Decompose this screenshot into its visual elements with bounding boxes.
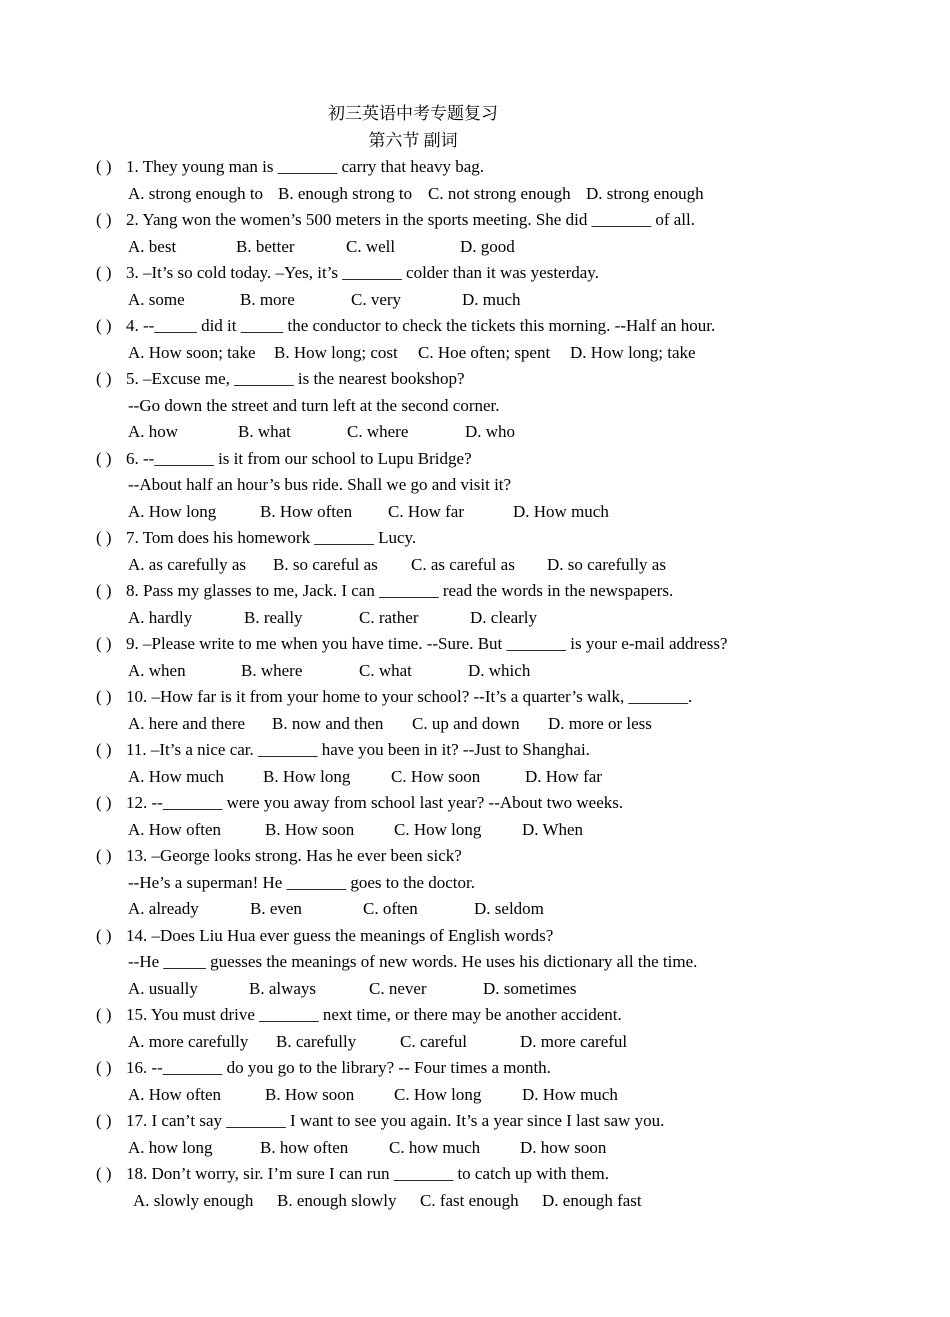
document-title: 初三英语中考专题复习 xyxy=(328,104,498,123)
option-c: C. as careful as xyxy=(411,554,515,574)
answer-bracket: ( ) xyxy=(96,448,112,468)
question-stem xyxy=(96,1055,916,1082)
answer-bracket: ( ) xyxy=(96,793,112,812)
options-row xyxy=(96,419,916,446)
option-d: D. so carefully as xyxy=(547,554,666,574)
option-c: C. How long xyxy=(394,819,482,839)
options-row xyxy=(96,976,916,1003)
options-row xyxy=(96,711,916,738)
question-text: 1. They young man is _______ carry that heavy bag. xyxy=(126,157,485,176)
option-d: D. strong enough xyxy=(586,183,704,203)
option-d: D. How much xyxy=(513,501,609,521)
question-text: 4. --_____ did it _____ the conductor to check the tickets this morning. --Half an hour. xyxy=(126,316,716,335)
option-b: B. How often xyxy=(260,501,353,521)
options-row xyxy=(96,181,916,208)
option-b: B. really xyxy=(244,607,303,627)
option-a: A. How much xyxy=(128,766,224,786)
answer-bracket: ( ) xyxy=(96,1164,112,1183)
option-b: B. how often xyxy=(260,1137,349,1157)
options-row xyxy=(96,658,916,685)
options-row xyxy=(96,552,916,579)
option-d: D. When xyxy=(522,819,584,839)
question-text: 13. –George looks strong. Has he ever been sick? xyxy=(126,846,462,865)
options-row xyxy=(96,499,916,526)
answer-bracket: ( ) xyxy=(96,1005,112,1024)
question-text: 5. –Excuse me, _______ is the nearest bookshop? xyxy=(126,369,465,388)
question-stem xyxy=(96,154,916,181)
question-text: 3. –It’s so cold today. –Yes, it’s _______ colder than it was yesterday. xyxy=(126,263,599,282)
option-a: A. how long xyxy=(128,1137,213,1157)
question-text: 18. Don’t worry, sir. I’m sure I can run _______ to catch up with them. xyxy=(126,1164,609,1183)
question-subline: --He _____ guesses the meanings of new words. He uses his dictionary all the time. xyxy=(128,952,698,971)
options-row xyxy=(96,1082,916,1109)
question-stem xyxy=(96,1002,916,1029)
question-text: 6. --_______ is it from our school to Lupu Bridge? xyxy=(126,448,472,468)
answer-bracket: ( ) xyxy=(96,740,112,759)
option-b: B. what xyxy=(238,422,291,441)
option-a: A. How soon; take xyxy=(128,342,256,362)
question-text: 9. –Please write to me when you have time. --Sure. But _______ is your e-mail address? xyxy=(126,634,728,653)
options-row xyxy=(96,1029,916,1056)
question-subline: --About half an hour’s bus ride. Shall we go and visit it? xyxy=(128,475,512,494)
option-d: D. more or less xyxy=(548,713,652,733)
question-subline: --He’s a superman! He _______ goes to the doctor. xyxy=(128,872,475,892)
question-stem xyxy=(96,684,916,711)
option-c: C. careful xyxy=(400,1031,468,1051)
option-c: C. never xyxy=(369,978,427,998)
option-b: B. so careful as xyxy=(273,554,378,574)
answer-bracket: ( ) xyxy=(96,316,112,335)
options-row xyxy=(96,1188,916,1215)
option-a: A. when xyxy=(128,660,186,680)
options-row xyxy=(96,817,916,844)
option-b: B. where xyxy=(241,660,303,680)
option-b: B. even xyxy=(250,899,302,918)
question-text: 12. --_______ were you away from school last year? --About two weeks. xyxy=(126,793,624,812)
option-a: A. already xyxy=(128,899,199,918)
option-c: C. How soon xyxy=(391,766,481,786)
question-text: 7. Tom does his homework _______ Lucy. xyxy=(126,528,417,547)
option-b: B. How long; cost xyxy=(274,342,398,362)
option-a: A. slowly enough xyxy=(133,1190,254,1210)
answer-bracket: ( ) xyxy=(96,263,112,282)
options-row xyxy=(96,764,916,791)
answer-bracket: ( ) xyxy=(96,210,112,229)
question-stem xyxy=(96,366,916,393)
question-stem xyxy=(96,525,916,552)
options-row xyxy=(96,1135,916,1162)
question-text: 2. Yang won the women’s 500 meters in the sports meeting. She did _______ of all. xyxy=(126,210,695,229)
option-a: A. How long xyxy=(128,501,217,521)
option-a: A. how xyxy=(128,422,179,441)
answer-bracket: ( ) xyxy=(96,1058,112,1077)
option-c: C. not strong enough xyxy=(428,183,571,203)
question-stem xyxy=(96,923,916,950)
question-text: 16. --_______ do you go to the library? -- Four times a month. xyxy=(126,1058,551,1077)
option-b: B. always xyxy=(249,978,317,998)
option-b: B. carefully xyxy=(276,1031,357,1051)
answer-bracket: ( ) xyxy=(96,369,112,388)
question-stem xyxy=(96,1108,916,1135)
option-a: A. How often xyxy=(128,819,222,839)
answer-bracket: ( ) xyxy=(96,157,112,176)
question-stem xyxy=(96,631,916,658)
question-text: 10. –How far is it from your home to your school? --It’s a quarter’s walk, _______. xyxy=(126,687,693,706)
option-a: A. more carefully xyxy=(128,1031,249,1051)
option-d: D. seldom xyxy=(474,899,544,918)
option-a: A. usually xyxy=(128,978,198,998)
answer-bracket: ( ) xyxy=(96,1111,112,1130)
question-list xyxy=(96,154,916,1214)
question-subline: --Go down the street and turn left at the second corner. xyxy=(128,395,500,415)
section-title: 第六节 副词 xyxy=(368,131,458,150)
option-d: D. How long; take xyxy=(570,342,696,362)
answer-bracket: ( ) xyxy=(96,528,112,547)
option-d: D. more careful xyxy=(520,1031,628,1051)
options-row xyxy=(96,896,916,923)
question-stem xyxy=(96,313,916,340)
question-stem xyxy=(96,446,916,473)
option-d: D. how soon xyxy=(520,1137,607,1157)
question-stem xyxy=(96,737,916,764)
option-c: C. up and down xyxy=(412,713,520,733)
option-a: A. some xyxy=(128,289,185,309)
option-c: C. How far xyxy=(388,501,465,521)
question-text: 8. Pass my glasses to me, Jack. I can _______ read the words in the newspapers. xyxy=(126,581,674,600)
option-b: B. enough strong to xyxy=(278,183,413,203)
question-text: 14. –Does Liu Hua ever guess the meanings of English words? xyxy=(126,925,554,945)
question-stem xyxy=(96,260,916,287)
option-a: A. best xyxy=(128,236,177,256)
question-stem xyxy=(96,790,916,817)
option-d: D. much xyxy=(462,289,521,309)
option-c: C. how much xyxy=(389,1137,481,1157)
question-stem xyxy=(96,207,916,234)
option-a: A. here and there xyxy=(128,713,246,733)
option-c: C. well xyxy=(346,236,396,256)
question-text: 17. I can’t say _______ I want to see you again. It’s a year since I last saw you. xyxy=(126,1111,665,1130)
option-d: D. good xyxy=(460,236,515,256)
options-row xyxy=(96,287,916,314)
option-d: D. enough fast xyxy=(542,1190,642,1210)
question-text: 15. You must drive _______ next time, or there may be another accident. xyxy=(126,1005,622,1024)
option-d: D. who xyxy=(465,422,516,441)
option-a: A. hardly xyxy=(128,607,193,627)
option-b: B. How soon xyxy=(265,1084,355,1104)
answer-bracket: ( ) xyxy=(96,581,112,600)
option-c: C. How long xyxy=(394,1084,482,1104)
option-b: B. enough slowly xyxy=(277,1190,397,1210)
answer-bracket: ( ) xyxy=(96,634,112,653)
options-row xyxy=(96,605,916,632)
option-c: C. where xyxy=(347,422,409,441)
option-b: B. more xyxy=(240,289,295,309)
option-d: D. clearly xyxy=(470,607,538,627)
answer-bracket: ( ) xyxy=(96,687,112,706)
option-b: B. How long xyxy=(263,766,351,786)
option-d: D. How much xyxy=(522,1084,618,1104)
option-c: C. rather xyxy=(359,607,419,627)
option-a: A. strong enough to xyxy=(128,183,264,203)
option-c: C. often xyxy=(363,899,418,918)
option-a: A. How often xyxy=(128,1084,222,1104)
question-stem xyxy=(96,843,916,870)
question-stem xyxy=(96,1161,916,1188)
option-b: B. better xyxy=(236,236,295,256)
option-c: C. very xyxy=(351,289,402,309)
answer-bracket: ( ) xyxy=(96,846,112,865)
question-stem xyxy=(96,578,916,605)
answer-bracket: ( ) xyxy=(96,925,112,945)
option-c: C. Hoe often; spent xyxy=(418,342,551,362)
option-d: D. How far xyxy=(525,766,602,786)
question-text: 11. –It’s a nice car. _______ have you been in it? --Just to Shanghai. xyxy=(126,740,590,759)
options-row xyxy=(96,234,916,261)
option-d: D. which xyxy=(468,660,531,680)
option-c: C. fast enough xyxy=(420,1190,519,1210)
option-b: B. now and then xyxy=(272,713,384,733)
option-b: B. How soon xyxy=(265,819,355,839)
option-c: C. what xyxy=(359,660,412,680)
option-d: D. sometimes xyxy=(483,978,577,998)
options-row xyxy=(96,340,916,367)
option-a: A. as carefully as xyxy=(128,554,247,574)
